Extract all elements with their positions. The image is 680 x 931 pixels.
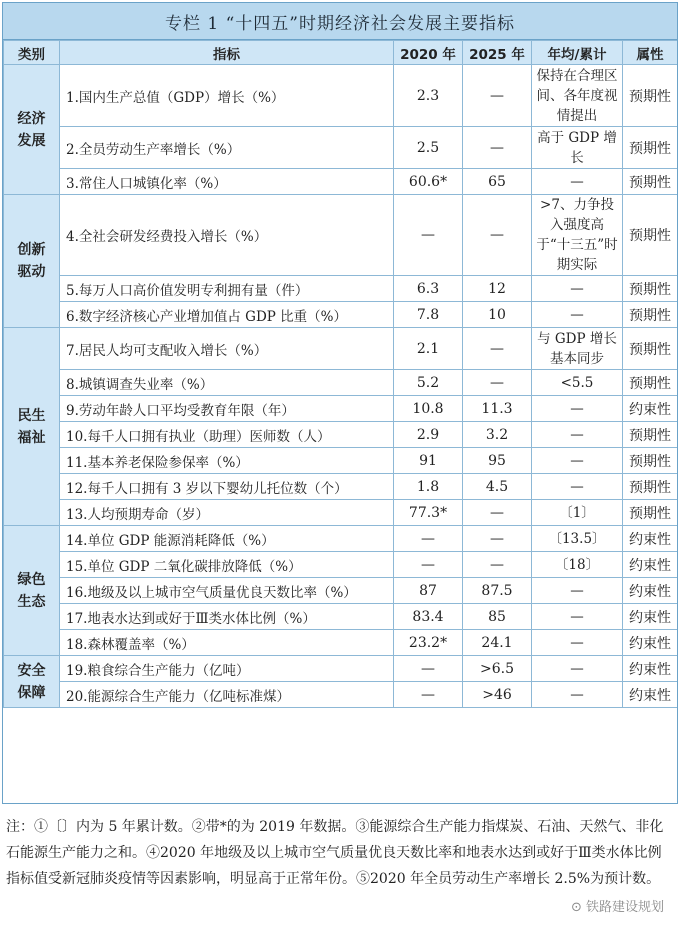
value-2025-cell: 12 (463, 276, 532, 302)
attribute-cell: 预期性 (623, 195, 678, 276)
indicator-cell: 11.基本养老保险参保率（%） (60, 448, 394, 474)
watermark-text: 铁路建设规划 (585, 900, 664, 915)
table-row (4, 169, 678, 195)
value-2020-cell: 77.3* (394, 500, 463, 526)
indicator-cell: 20.能源综合生产能力（亿吨标准煤） (60, 682, 394, 708)
value-2020-cell: 2.1 (394, 328, 463, 370)
indicator-cell: 13.人均预期寿命（岁） (60, 500, 394, 526)
indicator-cell: 8.城镇调查失业率（%） (60, 370, 394, 396)
value-2025-cell: >6.5 (463, 656, 532, 682)
value-2020-cell: — (394, 526, 463, 552)
attribute-cell: 预期性 (623, 65, 678, 127)
cumulative-cell: — (532, 656, 623, 682)
cumulative-cell: 〔18〕 (532, 552, 623, 578)
value-2025-cell: >46 (463, 682, 532, 708)
cumulative-cell: 〔1〕 (532, 500, 623, 526)
watermark (569, 896, 666, 915)
cumulative-cell: — (532, 474, 623, 500)
value-2025-cell: 87.5 (463, 578, 532, 604)
table-row (4, 422, 678, 448)
cumulative-cell: >7、力争投入强度高于“十三五”时期实际 (532, 195, 623, 276)
attribute-cell: 约束性 (623, 656, 678, 682)
indicator-table-panel (2, 2, 678, 804)
category-cell: 安全 保障 (4, 656, 60, 708)
attribute-cell: 预期性 (623, 276, 678, 302)
value-2020-cell: 6.3 (394, 276, 463, 302)
value-2020-cell: 5.2 (394, 370, 463, 396)
header-2020: 2020 年 (394, 41, 463, 65)
cumulative-cell: — (532, 302, 623, 328)
value-2025-cell: 95 (463, 448, 532, 474)
table-row (4, 448, 678, 474)
table-row (4, 370, 678, 396)
table-row (4, 552, 678, 578)
attribute-cell: 约束性 (623, 604, 678, 630)
value-2020-cell: — (394, 656, 463, 682)
indicator-cell: 4.全社会研发经费投入增长（%） (60, 195, 394, 276)
value-2020-cell: — (394, 682, 463, 708)
cumulative-cell: <5.5 (532, 370, 623, 396)
cumulative-cell: — (532, 396, 623, 422)
attribute-cell: 预期性 (623, 422, 678, 448)
indicator-cell: 12.每千人口拥有 3 岁以下婴幼儿托位数（个） (60, 474, 394, 500)
value-2020-cell: 2.9 (394, 422, 463, 448)
indicator-cell: 2.全员劳动生产率增长（%） (60, 127, 394, 169)
attribute-cell: 预期性 (623, 370, 678, 396)
value-2025-cell: 65 (463, 169, 532, 195)
table-row (4, 630, 678, 656)
attribute-cell: 约束性 (623, 578, 678, 604)
indicator-cell: 19.粮食综合生产能力（亿吨） (60, 656, 394, 682)
indicator-cell: 16.地级及以上城市空气质量优良天数比率（%） (60, 578, 394, 604)
attribute-cell: 预期性 (623, 448, 678, 474)
table-row (4, 65, 678, 127)
table-row (4, 328, 678, 370)
table-row (4, 500, 678, 526)
category-cell: 民生 福祉 (4, 328, 60, 526)
indicator-cell: 1.国内生产总值（GDP）增长（%） (60, 65, 394, 127)
indicator-cell: 18.森林覆盖率（%） (60, 630, 394, 656)
table-row (4, 604, 678, 630)
value-2025-cell: — (463, 328, 532, 370)
indicator-cell: 7.居民人均可支配收入增长（%） (60, 328, 394, 370)
cumulative-cell: 〔13.5〕 (532, 526, 623, 552)
table-row (4, 276, 678, 302)
value-2025-cell: 3.2 (463, 422, 532, 448)
cumulative-cell: — (532, 604, 623, 630)
attribute-cell: 预期性 (623, 127, 678, 169)
attribute-cell: 预期性 (623, 302, 678, 328)
value-2020-cell: 60.6* (394, 169, 463, 195)
table-row (4, 682, 678, 708)
indicator-cell: 17.地表水达到或好于Ⅲ类水体比例（%） (60, 604, 394, 630)
indicator-cell: 14.单位 GDP 能源消耗降低（%） (60, 526, 394, 552)
cumulative-cell: 与 GDP 增长基本同步 (532, 328, 623, 370)
attribute-cell: 预期性 (623, 500, 678, 526)
category-cell: 经济 发展 (4, 65, 60, 195)
value-2020-cell: — (394, 552, 463, 578)
cumulative-cell: — (532, 422, 623, 448)
attribute-cell: 约束性 (623, 682, 678, 708)
cumulative-cell: 高于 GDP 增长 (532, 127, 623, 169)
value-2020-cell: 83.4 (394, 604, 463, 630)
value-2020-cell: 91 (394, 448, 463, 474)
header-cumulative: 年均/累计 (532, 41, 623, 65)
table-row (4, 396, 678, 422)
table-row (4, 302, 678, 328)
attribute-cell: 预期性 (623, 328, 678, 370)
header-attribute: 属性 (623, 41, 678, 65)
value-2020-cell: 23.2* (394, 630, 463, 656)
cumulative-cell: — (532, 578, 623, 604)
value-2025-cell: 11.3 (463, 396, 532, 422)
indicator-cell: 9.劳动年龄人口平均受教育年限（年） (60, 396, 394, 422)
header-category: 类别 (4, 41, 60, 65)
value-2025-cell: — (463, 195, 532, 276)
table-row (4, 578, 678, 604)
attribute-cell: 约束性 (623, 552, 678, 578)
wechat-icon: ⊙ (570, 900, 582, 915)
attribute-cell: 预期性 (623, 474, 678, 500)
value-2025-cell: — (463, 370, 532, 396)
cumulative-cell: — (532, 276, 623, 302)
value-2020-cell: 2.3 (394, 65, 463, 127)
attribute-cell: 预期性 (623, 169, 678, 195)
attribute-cell: 约束性 (623, 526, 678, 552)
cumulative-cell: — (532, 448, 623, 474)
value-2025-cell: — (463, 526, 532, 552)
category-cell: 创新 驱动 (4, 195, 60, 328)
table-title: 专栏 1 “十四五”时期经济社会发展主要指标 (3, 3, 677, 40)
attribute-cell: 约束性 (623, 630, 678, 656)
cumulative-cell: — (532, 169, 623, 195)
cumulative-cell: — (532, 630, 623, 656)
indicator-cell: 15.单位 GDP 二氧化碳排放降低（%） (60, 552, 394, 578)
header-row (4, 41, 678, 65)
value-2025-cell: — (463, 127, 532, 169)
value-2025-cell: 10 (463, 302, 532, 328)
value-2025-cell: 4.5 (463, 474, 532, 500)
table-row (4, 474, 678, 500)
value-2020-cell: 1.8 (394, 474, 463, 500)
value-2020-cell: 2.5 (394, 127, 463, 169)
value-2020-cell: 87 (394, 578, 463, 604)
category-cell: 绿色 生态 (4, 526, 60, 656)
indicators-table (3, 40, 678, 708)
value-2025-cell: — (463, 65, 532, 127)
header-2025: 2025 年 (463, 41, 532, 65)
indicator-cell: 10.每千人口拥有执业（助理）医师数（人） (60, 422, 394, 448)
cumulative-cell: — (532, 682, 623, 708)
indicator-cell: 5.每万人口高价值发明专利拥有量（件） (60, 276, 394, 302)
footnotes: 注：①〔〕内为 5 年累计数。②带*的为 2019 年数据。③能源综合生产能力指煤炭、石油、天然气、非化石能源生产能力之和。④2020 年地级及以上城市空气质量优良天数比率和地表水达到或好于Ⅲ类水体比例指标值受新冠肺炎疫情等因素影响，明显高于正常年份。⑤2020 年全员劳动生产率增长 2.5%为预计数。 (6, 819, 664, 887)
value-2020-cell: — (394, 195, 463, 276)
cumulative-cell: 保持在合理区间、各年度视情提出 (532, 65, 623, 127)
table-row (4, 656, 678, 682)
value-2020-cell: 10.8 (394, 396, 463, 422)
header-indicator: 指标 (60, 41, 394, 65)
table-row (4, 526, 678, 552)
table-row (4, 195, 678, 276)
value-2020-cell: 7.8 (394, 302, 463, 328)
value-2025-cell: — (463, 500, 532, 526)
table-row (4, 127, 678, 169)
indicator-cell: 6.数字经济核心产业增加值占 GDP 比重（%） (60, 302, 394, 328)
value-2025-cell: 24.1 (463, 630, 532, 656)
value-2025-cell: — (463, 552, 532, 578)
indicator-cell: 3.常住人口城镇化率（%） (60, 169, 394, 195)
attribute-cell: 约束性 (623, 396, 678, 422)
value-2025-cell: 85 (463, 604, 532, 630)
